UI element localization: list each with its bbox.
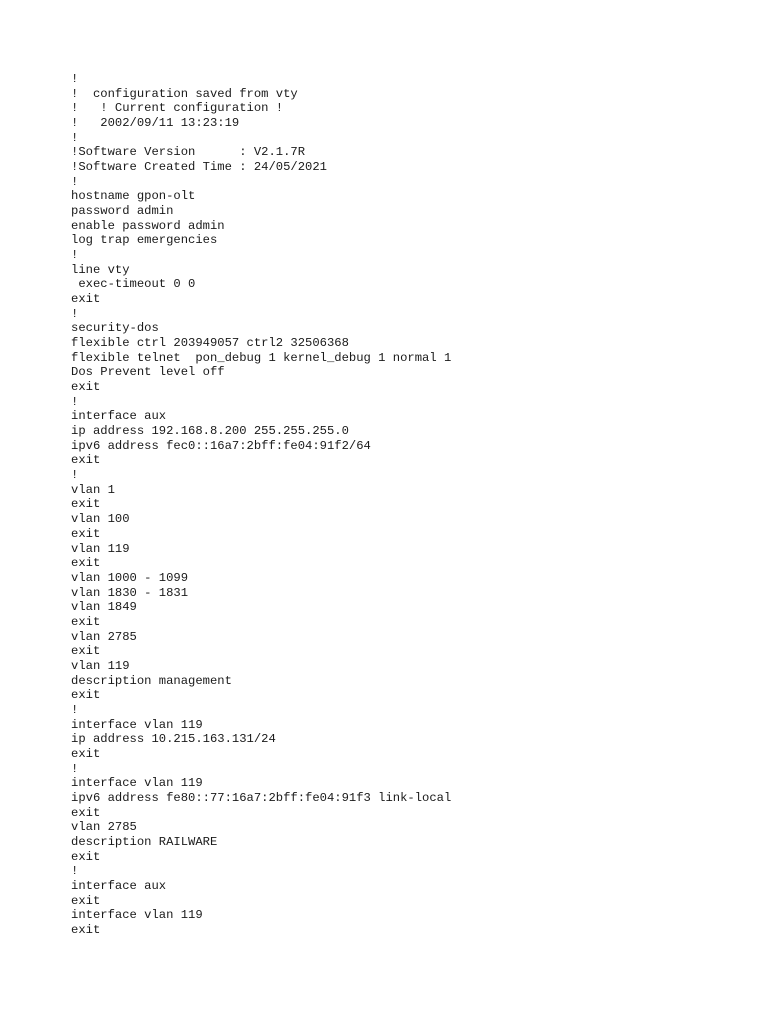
config-line: exit [71, 453, 101, 468]
config-line: exit [71, 556, 101, 571]
config-line: ! ! Current configuration ! [71, 101, 284, 116]
config-line: vlan 1000 - 1099 [71, 570, 189, 585]
config-line: line vty [71, 262, 130, 277]
config-line: exit [71, 526, 101, 541]
config-line: ! [71, 394, 79, 409]
config-line: exit [71, 380, 101, 395]
config-line: vlan 1849 [71, 600, 137, 615]
config-line: log trap emergencies [71, 233, 218, 248]
config-line: interface aux [71, 409, 167, 424]
config-line: ! [71, 72, 79, 86]
config-line: exit [71, 849, 101, 864]
config-line: ! configuration saved from vty [71, 86, 298, 101]
config-line: flexible telnet pon_debug 1 kernel_debug 1 normal 1 [71, 350, 452, 365]
config-line: exit [71, 922, 101, 937]
config-line: ! [71, 130, 79, 145]
config-line: password admin [71, 204, 174, 219]
config-line: ! [71, 174, 79, 189]
config-line: exit [71, 292, 101, 307]
config-line: !Software Created Time : 24/05/2021 [71, 160, 327, 175]
configuration-text [71, 72, 451, 938]
config-line: interface vlan 119 [71, 717, 203, 732]
config-line: ip address 10.215.163.131/24 [71, 732, 276, 747]
config-line: exit [71, 805, 101, 820]
config-line: interface vlan 119 [71, 908, 203, 923]
config-line: exec-timeout 0 0 [71, 277, 196, 292]
config-line: ! [71, 248, 79, 263]
config-line: vlan 1 [71, 482, 115, 497]
config-line: enable password admin [71, 218, 225, 233]
config-line: ! [71, 468, 79, 483]
config-line: vlan 1830 - 1831 [71, 585, 189, 600]
config-line: ! 2002/09/11 13:23:19 [71, 116, 240, 131]
config-line: hostname gpon-olt [71, 189, 196, 204]
config-line: vlan 100 [71, 512, 130, 527]
config-line: description management [71, 673, 232, 688]
config-line: vlan 119 [71, 658, 130, 673]
config-line: ipv6 address fec0::16a7:2bff:fe04:91f2/64 [71, 438, 371, 453]
config-line: exit [71, 893, 101, 908]
config-line: exit [71, 497, 101, 512]
config-line: exit [71, 688, 101, 703]
config-line: description RAILWARE [71, 834, 218, 849]
config-line: ipv6 address fe80::77:16a7:2bff:fe04:91f3 link-local [71, 790, 452, 805]
config-line: ip address 192.168.8.200 255.255.255.0 [71, 424, 349, 439]
config-line: exit [71, 644, 101, 659]
config-line: ! [71, 761, 79, 776]
config-line: Dos Prevent level off [71, 365, 225, 380]
config-line: exit [71, 614, 101, 629]
config-line: interface aux [71, 878, 167, 893]
config-line: vlan 2785 [71, 629, 137, 644]
config-line: ! [71, 306, 79, 321]
config-line: flexible ctrl 203949057 ctrl2 32506368 [71, 336, 349, 351]
config-line: ! [71, 864, 79, 879]
config-line: interface vlan 119 [71, 776, 203, 791]
config-line: vlan 119 [71, 541, 130, 556]
config-line: exit [71, 746, 101, 761]
config-line: security-dos [71, 321, 159, 336]
config-line: ! [71, 702, 79, 717]
config-line: vlan 2785 [71, 820, 137, 835]
config-line: !Software Version : V2.1.7R [71, 145, 306, 160]
